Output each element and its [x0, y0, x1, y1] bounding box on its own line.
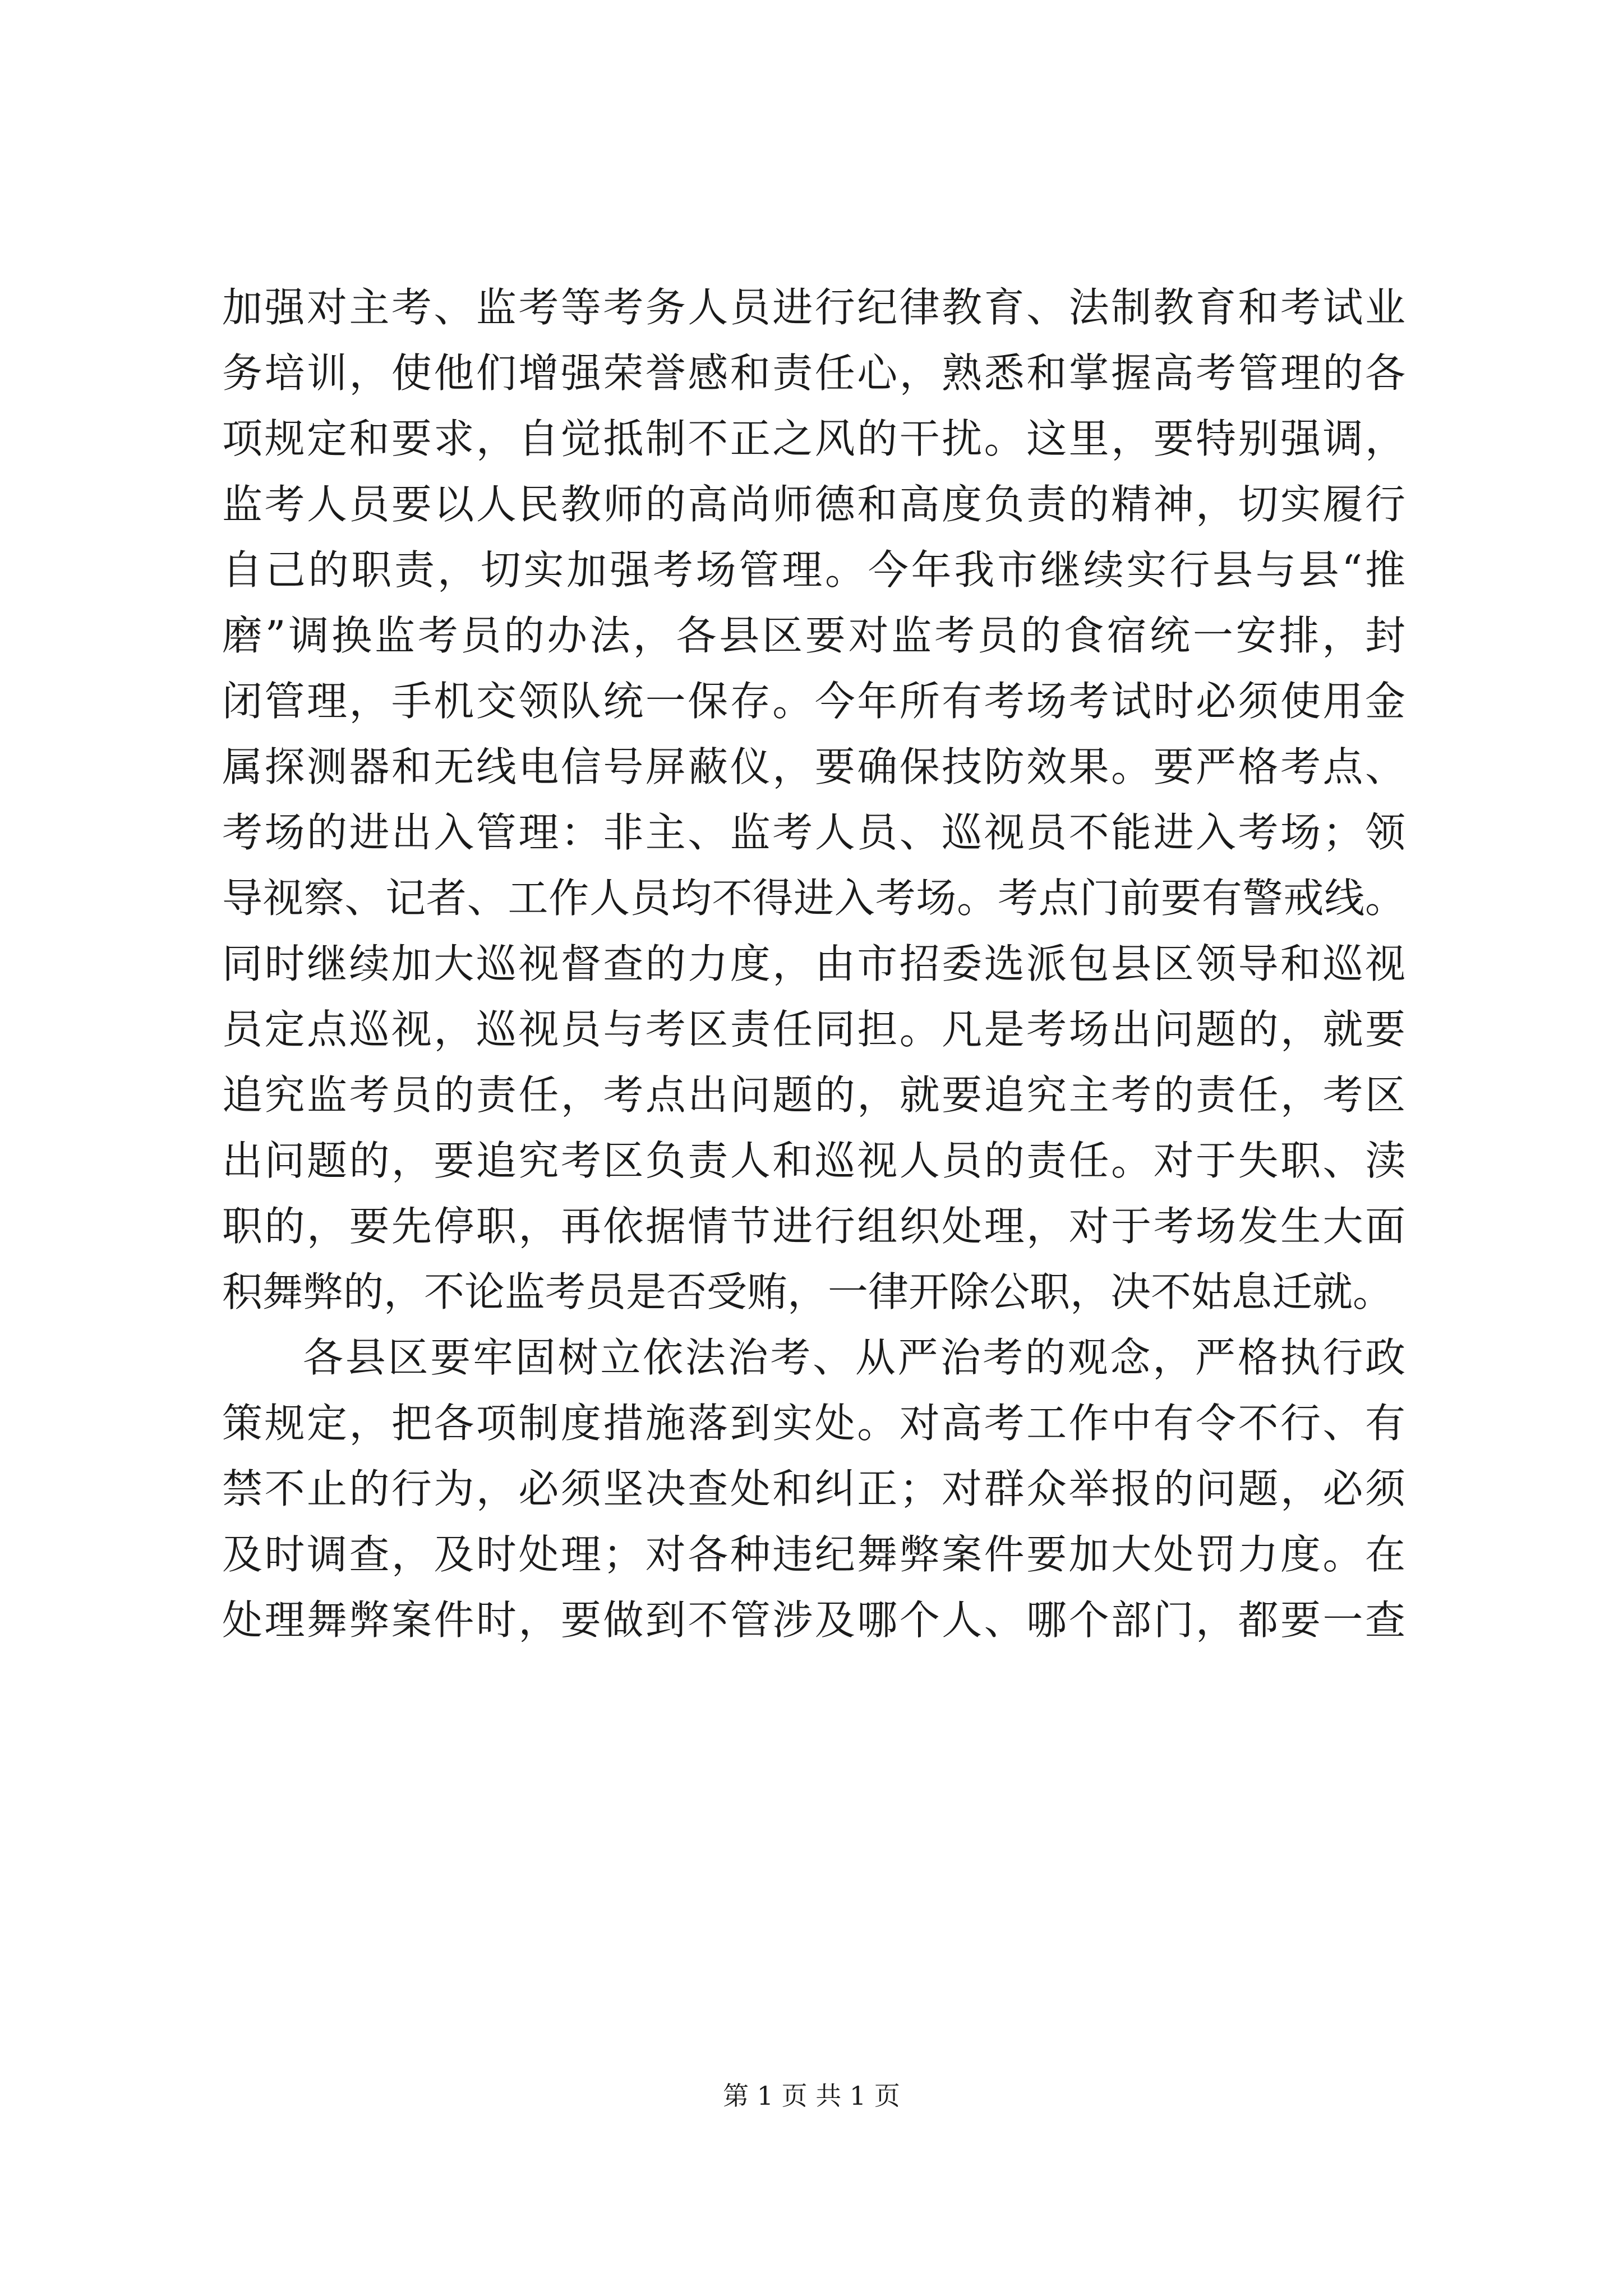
text-line: 策规定，把各项制度措施落到实处。对高考工作中有令不行、有 — [222, 1400, 1405, 1447]
text-line: 各县区要牢固树立依法治考、从严治考的观念，严格执行政 — [303, 1334, 1405, 1381]
text-line: 及时调查，及时处理；对各种违纪舞弊案件要加大处罚力度。在 — [222, 1531, 1405, 1578]
text-line: 追究监考员的责任，考点出问题的，就要追究主考的责任，考区 — [222, 1071, 1405, 1119]
text-line: 导视察、记者、工作人员均不得进入考场。考点门前要有警戒线。 — [222, 875, 1405, 922]
text-line: 自己的职责，切实加强考场管理。今年我市继续实行县与县“推 — [222, 546, 1405, 593]
body-text — [222, 275, 1405, 1653]
text-line: 项规定和要求，自觉抵制不正之风的干扰。这里，要特别强调， — [222, 415, 1405, 462]
text-line: 加强对主考、监考等考务人员进行纪律教育、法制教育和考试业 — [222, 284, 1405, 331]
text-line: 处理舞弊案件时，要做到不管涉及哪个人、哪个部门，都要一查 — [222, 1596, 1405, 1644]
text-line: 考场的进出入管理：非主、监考人员、巡视员不能进入考场；领 — [222, 809, 1405, 856]
text-line: 积舞弊的，不论监考员是否受贿，一律开除公职，决不姑息迁就。 — [222, 1268, 1394, 1315]
text-line: 员定点巡视，巡视员与考区责任同担。凡是考场出问题的，就要 — [222, 1006, 1405, 1053]
text-line: 属探测器和无线电信号屏蔽仪，要确保技防效果。要严格考点、 — [222, 743, 1405, 790]
text-line: 磨”调换监考员的办法，各县区要对监考员的食宿统一安排，封 — [222, 612, 1405, 659]
text-line: 务培训，使他们增强荣誉感和责任心，熟悉和掌握高考管理的各 — [222, 349, 1405, 397]
text-line: 禁不止的行为，必须坚决查处和纠正；对群众举报的问题，必须 — [222, 1465, 1405, 1512]
text-line: 职的，要先停职，再依据情节进行组织处理，对于考场发生大面 — [222, 1203, 1405, 1250]
text-line: 同时继续加大巡视督查的力度，由市招委选派包县区领导和巡视 — [222, 940, 1405, 987]
text-line: 监考人员要以人民教师的高尚师德和高度负责的精神，切实履行 — [222, 481, 1405, 528]
page-footer: 第 1 页 共 1 页 — [723, 2081, 900, 2111]
text-line: 出问题的，要追究考区负责人和巡视人员的责任。对于失职、渎 — [222, 1137, 1405, 1184]
text-line: 闭管理，手机交领队统一保存。今年所有考场考试时必须使用金 — [222, 678, 1405, 725]
